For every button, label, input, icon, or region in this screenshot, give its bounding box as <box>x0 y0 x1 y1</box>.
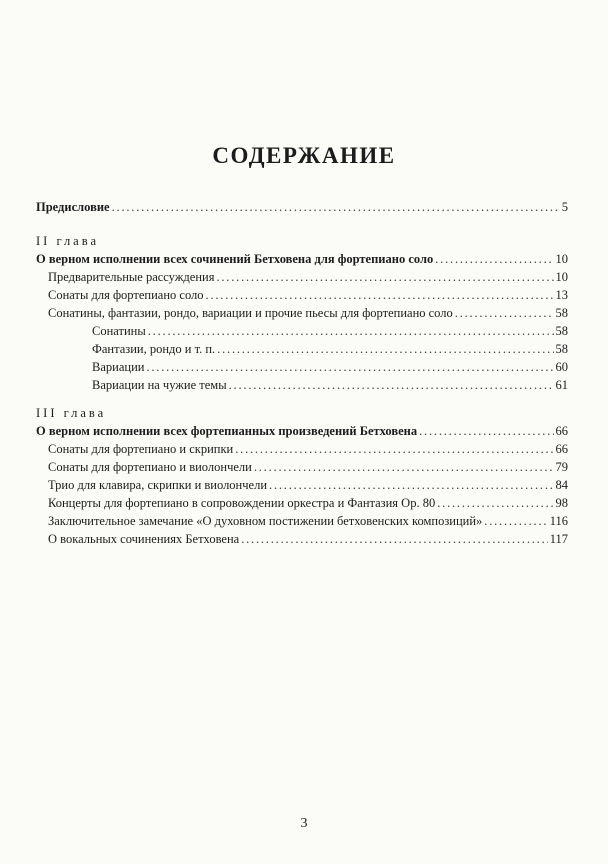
toc-entry-label: Вариации <box>92 360 145 374</box>
leader-dots <box>146 358 553 376</box>
toc-entry-page: 60 <box>555 360 568 374</box>
leader-dots <box>235 440 553 458</box>
leader-dots <box>269 476 553 494</box>
page-number: 3 <box>300 816 308 831</box>
leader-dots <box>254 458 554 476</box>
toc-entry-label: О верном исполнении всех фортепианных произведений Бетховена <box>36 424 418 438</box>
toc-entry[interactable] <box>36 458 568 476</box>
toc-entry-label: О верном исполнении всех сочинений Бетховена для фортепиано соло <box>36 252 434 266</box>
leader-dots <box>229 376 554 394</box>
toc-entry[interactable] <box>36 494 568 512</box>
toc-entry-label: Концерты для фортепиано в сопровождении оркестра и Фантазия Op. 80 <box>48 496 436 510</box>
toc-entry-label: О вокальных сочинениях Бетховена <box>48 532 240 546</box>
leader-dots <box>437 494 553 512</box>
page-title: СОДЕРЖАНИЕ <box>212 143 396 168</box>
toc-entry-page: 117 <box>549 532 568 546</box>
chapter-heading-2: II глава <box>36 234 100 248</box>
toc-entry[interactable] <box>36 322 568 340</box>
table-of-contents <box>36 198 568 548</box>
toc-entry-page: 13 <box>555 288 568 302</box>
toc-entry[interactable] <box>36 358 568 376</box>
leader-dots <box>484 512 547 530</box>
toc-entry[interactable] <box>36 286 568 304</box>
toc-entry-label: Предварительные рассуждения <box>48 270 215 284</box>
toc-entry[interactable] <box>36 340 568 358</box>
toc-entry[interactable] <box>36 422 568 440</box>
toc-entry-page: 84 <box>555 478 568 492</box>
toc-entry-label: Вариации на чужие темы <box>92 378 227 392</box>
toc-entry[interactable] <box>36 440 568 458</box>
toc-entry-page: 116 <box>549 514 568 528</box>
toc-entry-page: 10 <box>555 252 568 266</box>
toc-entry-page: 61 <box>555 378 568 392</box>
leader-dots <box>112 198 560 216</box>
toc-entry-page: 58 <box>555 306 568 320</box>
toc-entry-page: 98 <box>555 496 568 510</box>
toc-entry[interactable] <box>36 304 568 322</box>
chapter-3-entries <box>36 422 568 548</box>
toc-entry[interactable] <box>36 530 568 548</box>
toc-entry[interactable] <box>36 250 568 268</box>
toc-entry-page: 66 <box>555 424 568 438</box>
toc-entry[interactable] <box>36 268 568 286</box>
toc-entry-label: Сонаты для фортепиано соло <box>48 288 204 302</box>
leader-dots <box>217 340 553 358</box>
toc-entry-page: 58 <box>555 342 568 356</box>
toc-entry-page: 10 <box>555 270 568 284</box>
toc-entry-page: 66 <box>555 442 568 456</box>
leader-dots <box>455 304 554 322</box>
toc-entry-preface[interactable] <box>36 198 568 216</box>
toc-entry-label: Фантазии, рондо и т. п. <box>92 342 216 356</box>
toc-entry[interactable] <box>36 376 568 394</box>
toc-entry-label: Заключительное замечание «О духовном постижении бетховенских композиций» <box>48 514 483 528</box>
toc-entry[interactable] <box>36 512 568 530</box>
toc-entry-label: Предисловие <box>36 200 110 214</box>
toc-entry-label: Сонаты для фортепиано и скрипки <box>48 442 234 456</box>
leader-dots <box>216 268 553 286</box>
toc-entry-label: Трио для клавира, скрипки и виолончели <box>48 478 268 492</box>
toc-entry-label: Сонаты для фортепиано и виолончели <box>48 460 252 474</box>
leader-dots <box>148 322 554 340</box>
leader-dots <box>419 422 553 440</box>
leader-dots <box>435 250 553 268</box>
toc-entry-label: Сонатины <box>92 324 146 338</box>
leader-dots <box>241 530 548 548</box>
leader-dots <box>206 286 554 304</box>
chapter-2-entries <box>36 250 568 394</box>
toc-entry-page: 5 <box>561 200 568 214</box>
toc-entry-page: 79 <box>555 460 568 474</box>
toc-entry-label: Сонатины, фантазии, рондо, вариации и прочие пьесы для фортепиано соло <box>48 306 453 320</box>
chapter-heading-3: III глава <box>36 406 107 420</box>
toc-entry-page: 58 <box>555 324 568 338</box>
toc-entry[interactable] <box>36 476 568 494</box>
